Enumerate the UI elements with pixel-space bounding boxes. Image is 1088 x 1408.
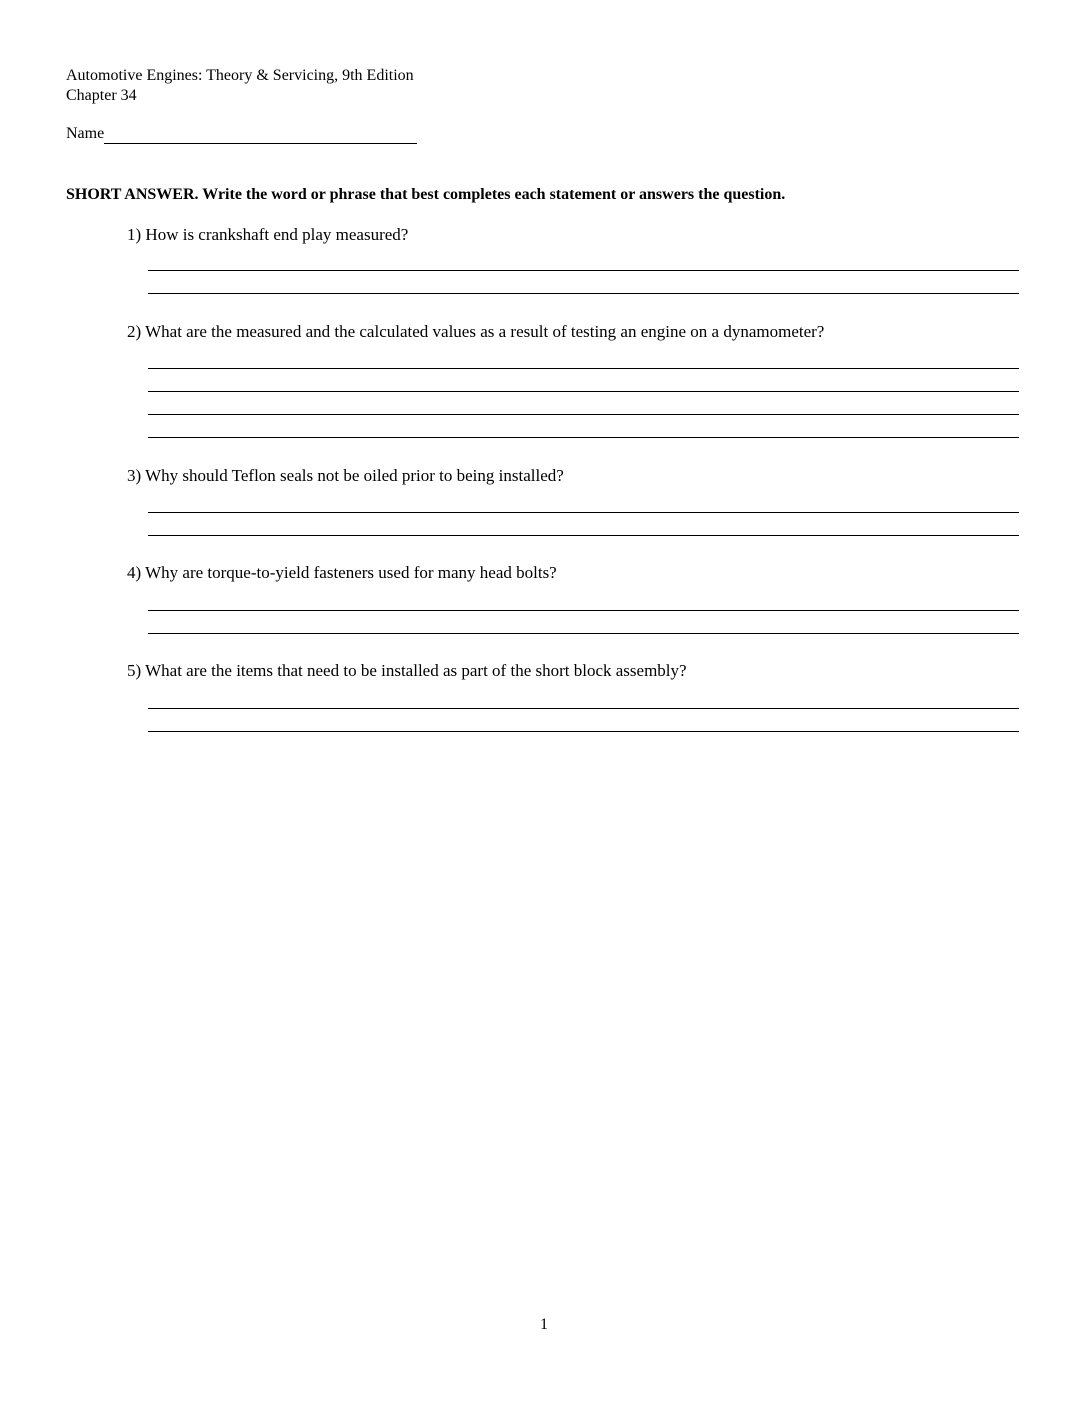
name-field[interactable] — [104, 125, 417, 144]
question-4: 4) Why are torque-to-yield fasteners used for many head bolts? — [127, 563, 557, 582]
question-3: 3) Why should Teflon seals not be oiled prior to being installed? — [127, 466, 564, 485]
answer-line[interactable] — [148, 368, 1019, 369]
book-title: Automotive Engines: Theory & Servicing, 9th Edition — [66, 67, 414, 84]
answer-line[interactable] — [148, 437, 1019, 438]
answer-line[interactable] — [148, 414, 1019, 415]
chapter-label: Chapter 34 — [66, 87, 137, 104]
answer-line[interactable] — [148, 293, 1019, 294]
answer-line[interactable] — [148, 708, 1019, 709]
answer-line[interactable] — [148, 391, 1019, 392]
page-number: 1 — [540, 1316, 548, 1333]
question-2: 2) What are the measured and the calculated values as a result of testing an engine on a dynamometer? — [127, 322, 825, 341]
answer-line[interactable] — [148, 535, 1019, 536]
question-1: 1) How is crankshaft end play measured? — [127, 225, 409, 244]
name-row — [66, 124, 417, 144]
question-5: 5) What are the items that need to be installed as part of the short block assembly? — [127, 661, 687, 680]
answer-line[interactable] — [148, 731, 1019, 732]
answer-line[interactable] — [148, 633, 1019, 634]
answer-line[interactable] — [148, 610, 1019, 611]
answer-line[interactable] — [148, 270, 1019, 271]
name-label: Name — [66, 125, 105, 142]
section-instructions: SHORT ANSWER. Write the word or phrase that best completes each statement or answers the question. — [66, 186, 786, 203]
document-header — [66, 66, 414, 106]
answer-line[interactable] — [148, 512, 1019, 513]
